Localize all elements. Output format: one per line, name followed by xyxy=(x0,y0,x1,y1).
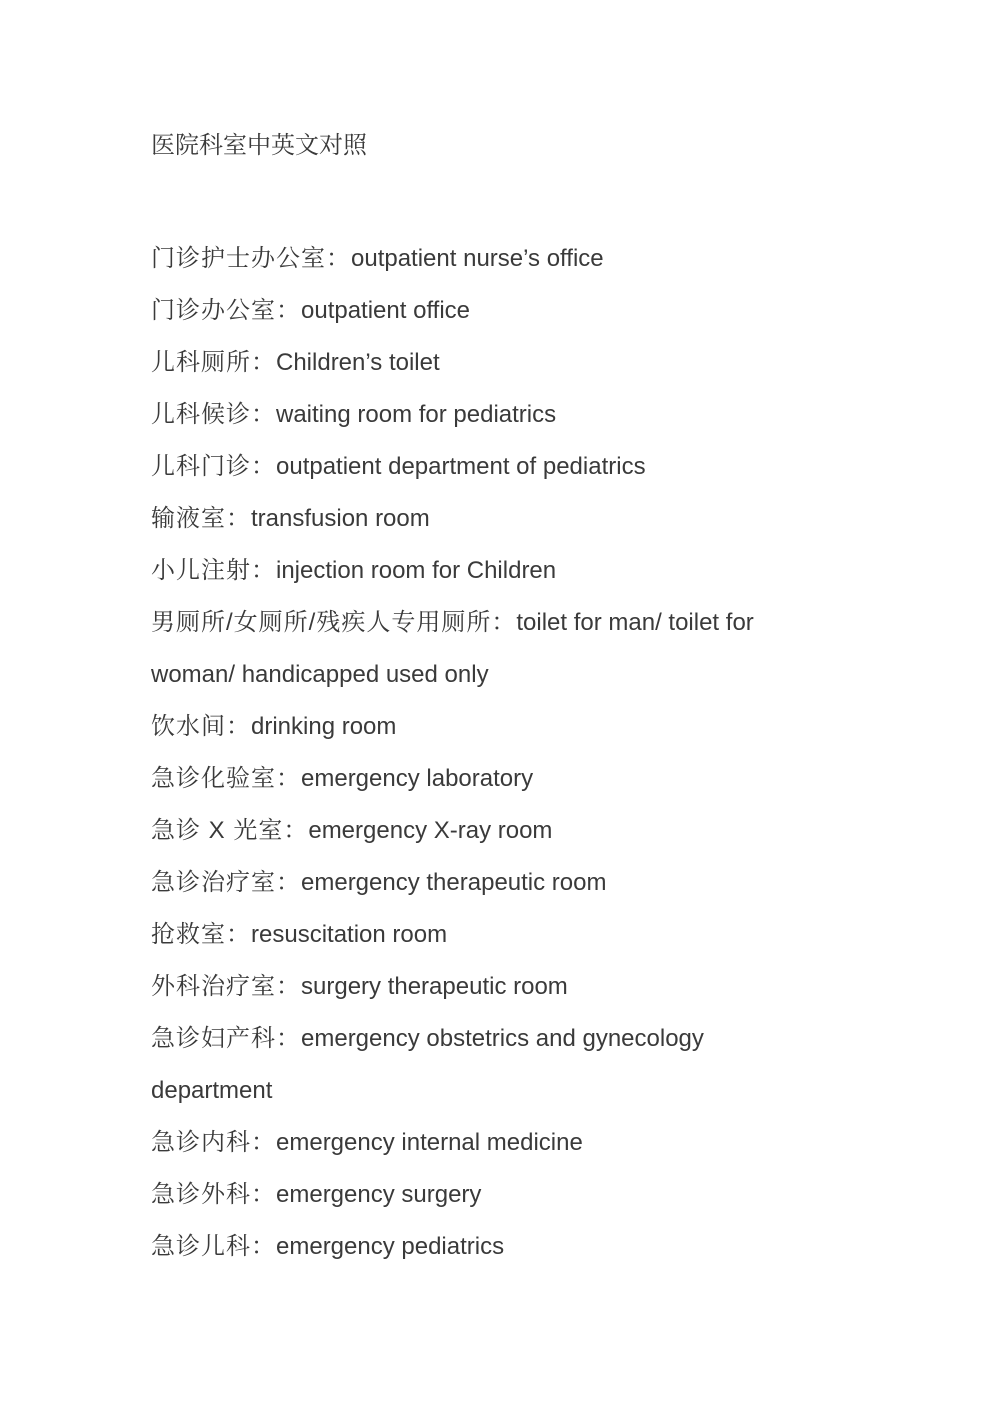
term-english: transfusion room xyxy=(251,505,430,532)
term-chinese: 急诊化验室： xyxy=(151,765,301,792)
list-item xyxy=(151,441,791,493)
term-english: outpatient department of pediatrics xyxy=(276,453,646,480)
term-english: emergency obstetrics and gynecology department xyxy=(151,1025,704,1104)
term-chinese: 急诊治疗室： xyxy=(151,869,301,896)
term-chinese: 儿科候诊： xyxy=(151,401,276,428)
term-english: emergency X-ray room xyxy=(308,817,553,844)
list-item xyxy=(151,545,791,597)
list-item xyxy=(151,961,791,1013)
term-chinese: 门诊办公室： xyxy=(151,297,301,324)
list-item xyxy=(151,753,791,805)
term-english: drinking room xyxy=(251,713,397,740)
term-chinese: 儿科厕所： xyxy=(151,349,276,376)
list-item xyxy=(151,1013,791,1117)
term-english: emergency laboratory xyxy=(301,765,534,792)
term-chinese: 急诊内科： xyxy=(151,1129,276,1156)
term-english: outpatient office xyxy=(301,297,471,324)
term-chinese: 外科治疗室： xyxy=(151,973,301,1000)
list-item xyxy=(151,597,791,701)
document-title: 医院科室中英文对照 xyxy=(151,132,367,159)
term-chinese: 急诊 X 光室： xyxy=(151,817,309,844)
term-chinese: 急诊妇产科： xyxy=(151,1025,301,1052)
list-item xyxy=(151,337,791,389)
term-english: injection room for Children xyxy=(276,557,557,584)
term-chinese: 输液室： xyxy=(151,505,251,532)
term-chinese: 急诊外科： xyxy=(151,1181,276,1208)
list-item xyxy=(151,285,791,337)
term-english: Children’s toilet xyxy=(276,349,440,376)
list-item xyxy=(151,857,791,909)
list-item xyxy=(151,805,791,857)
list-item xyxy=(151,493,791,545)
term-english: resuscitation room xyxy=(251,921,448,948)
term-english: outpatient nurse’s office xyxy=(351,245,604,272)
list-item xyxy=(151,1169,791,1221)
term-chinese: 儿科门诊： xyxy=(151,453,276,480)
term-english: waiting room for pediatrics xyxy=(276,401,557,428)
list-item xyxy=(151,1117,791,1169)
term-chinese: 小儿注射： xyxy=(151,557,276,584)
list-item xyxy=(151,1221,791,1273)
list-item xyxy=(151,389,791,441)
term-english: emergency surgery xyxy=(276,1181,482,1208)
term-english: surgery therapeutic room xyxy=(301,973,568,1000)
term-chinese: 男厕所/女厕所/残疾人专用厕所： xyxy=(151,609,517,636)
term-chinese: 饮水间： xyxy=(151,713,251,740)
list-item xyxy=(151,701,791,753)
term-english: toilet for man/ toilet for woman/ handicapped used only xyxy=(151,609,754,688)
term-english: emergency therapeutic room xyxy=(301,869,607,896)
term-english: emergency internal medicine xyxy=(276,1129,583,1156)
term-chinese: 抢救室： xyxy=(151,921,251,948)
list-item xyxy=(151,233,791,285)
term-chinese: 急诊儿科： xyxy=(151,1233,276,1260)
list-item xyxy=(151,909,791,961)
term-english: emergency pediatrics xyxy=(276,1233,505,1260)
term-chinese: 门诊护士办公室： xyxy=(151,245,351,272)
term-list xyxy=(151,233,791,1273)
